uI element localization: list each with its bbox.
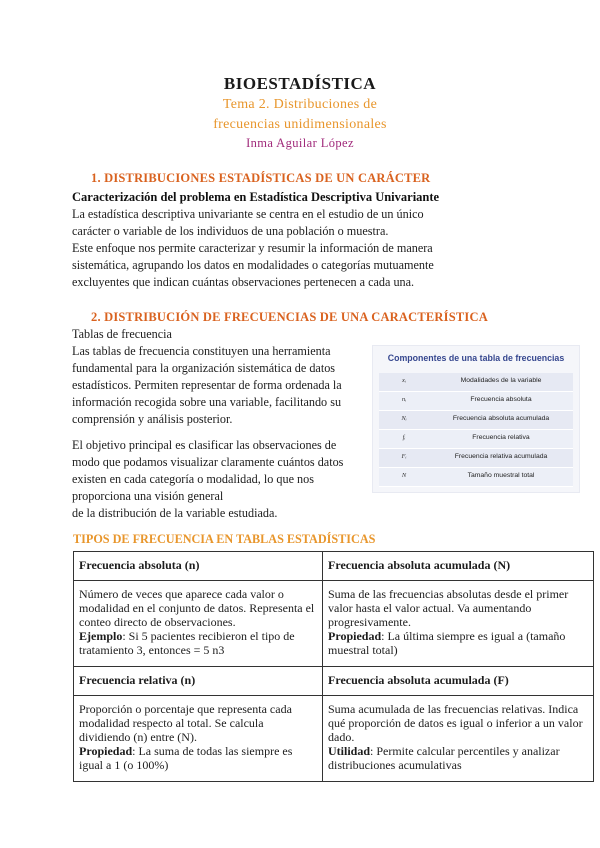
paragraph-line: excluyentes que indican cuántas observaciones pertenecen a cada una. <box>72 275 415 289</box>
paragraph-line: Este enfoque nos permite caracterizar y resumir la información de manera <box>72 241 433 255</box>
component-label: Frecuencia relativa <box>472 434 530 441</box>
table-body-cell <box>323 696 594 782</box>
paragraph-line: de la distribución de la variable estudiada. <box>72 506 278 520</box>
paragraph-line: modo que podamos visualizar claramente cuántos datos <box>72 455 344 469</box>
component-symbol: nᵢ <box>401 396 407 403</box>
paragraph-line: proporciona una visión general <box>72 489 224 503</box>
components-row <box>379 449 573 468</box>
paragraph-line: sistemática, agrupando los datos en modalidades o categorías mutuamente <box>72 258 434 272</box>
cell-keyword: Ejemplo <box>79 629 123 643</box>
paragraph-line: carácter o variable de los individuos de una población o muestra. <box>72 224 389 238</box>
table-body-cell <box>74 696 323 782</box>
component-label: Frecuencia relativa acumulada <box>454 453 548 460</box>
cell-description: Suma acumulada de las frecuencias relativas. Indica qué proporción de datos es igual o inferior a un valor dado. <box>328 702 583 744</box>
subtitle-line-1: Tema 2. Distribuciones de <box>222 97 378 112</box>
components-title: Componentes de una tabla de frecuencias <box>387 353 565 363</box>
paragraph-line: El objetivo principal es clasificar las observaciones de <box>72 438 337 452</box>
paragraph-line: información recogida sobre una variable, facilitando su <box>72 395 342 409</box>
tipos-heading: TIPOS DE FRECUENCIA EN TABLAS ESTADÍSTICAS <box>73 532 376 546</box>
paragraph-line: estadísticos. Permiten representar de forma ordenada la <box>72 378 342 392</box>
table-header-cell: Frecuencia relativa (n) <box>74 667 323 696</box>
table-body-cell <box>74 581 323 667</box>
component-symbol: Nᵢ <box>401 415 407 422</box>
cell-keyword-text: : Si 5 pacientes recibieron el tipo de tratamiento 3, entonces = 5 n3 <box>79 629 295 657</box>
component-symbol: fᵢ <box>402 434 406 441</box>
cell-keyword-text: : La suma de todas las siempre es igual a 1 (o 100%) <box>79 744 293 772</box>
table-body-cell <box>323 581 594 667</box>
component-symbol: Fᵢ <box>401 453 407 460</box>
components-row <box>379 373 573 392</box>
frequency-types-table <box>73 551 594 782</box>
paragraph-line: Tablas de frecuencia <box>72 327 172 341</box>
cell-keyword-text: : La última siempre es igual a (tamaño muestral total) <box>328 629 566 657</box>
author-name: Inma Aguilar López <box>246 136 354 150</box>
component-label: Tamaño muestral total <box>467 472 535 479</box>
components-row <box>379 430 573 449</box>
components-row <box>379 411 573 430</box>
subtitle-line-2: frecuencias unidimensionales <box>213 117 387 132</box>
paragraph-line: La estadística descriptiva univariante se centra en el estudio de un único <box>72 207 424 221</box>
cell-keyword-text: : Permite calcular percentiles y analizar distribuciones acumulativas <box>328 744 560 772</box>
paragraph-line: comprensión y análisis posterior. <box>72 412 233 426</box>
section-1-heading: 1. DISTRIBUCIONES ESTADÍSTICAS DE UN CARÁCTER <box>91 171 431 185</box>
cell-description: Proporción o porcentaje que representa cada modalidad respecto al total. Se calcula dividiendo (n) entre (N). <box>79 702 292 744</box>
component-symbol: xᵢ <box>402 377 406 384</box>
table-header-cell: Frecuencia absoluta acumulada (N) <box>323 552 594 581</box>
section-1-subheading: Caracterización del problema en Estadística Descriptiva Univariante <box>72 190 440 204</box>
cell-description: Suma de las frecuencias absolutas desde el primer valor hasta el valor actual. Va aumentando progresivamente. <box>328 587 569 629</box>
paragraph-line: existen en cada categoría o modalidad, lo que nos <box>72 472 314 486</box>
table-header-cell: Frecuencia absoluta acumulada (F) <box>323 667 594 696</box>
components-row <box>379 392 573 411</box>
components-table-image <box>372 345 580 493</box>
table-header-cell: Frecuencia absoluta (n) <box>74 552 323 581</box>
cell-keyword: Utilidad <box>328 744 371 758</box>
component-label: Frecuencia absoluta acumulada <box>452 415 550 422</box>
component-label: Modalidades de la variable <box>460 377 542 384</box>
component-symbol: N <box>401 472 407 479</box>
paragraph-line: fundamental para la organización sistemática de datos <box>72 361 336 375</box>
document-title: BIOESTADÍSTICA <box>223 74 377 93</box>
cell-keyword: Propiedad <box>328 629 382 643</box>
cell-keyword: Propiedad <box>79 744 133 758</box>
component-label: Frecuencia absoluta <box>470 396 532 403</box>
components-row <box>379 468 573 487</box>
paragraph-line: Las tablas de frecuencia constituyen una herramienta <box>72 344 331 358</box>
cell-description: Número de veces que aparece cada valor o modalidad en el conjunto de datos. Representa el conteo directo de observaciones. <box>79 587 315 629</box>
section-2-heading: 2. DISTRIBUCIÓN DE FRECUENCIAS DE UNA CARACTERÍSTICA <box>91 310 488 324</box>
